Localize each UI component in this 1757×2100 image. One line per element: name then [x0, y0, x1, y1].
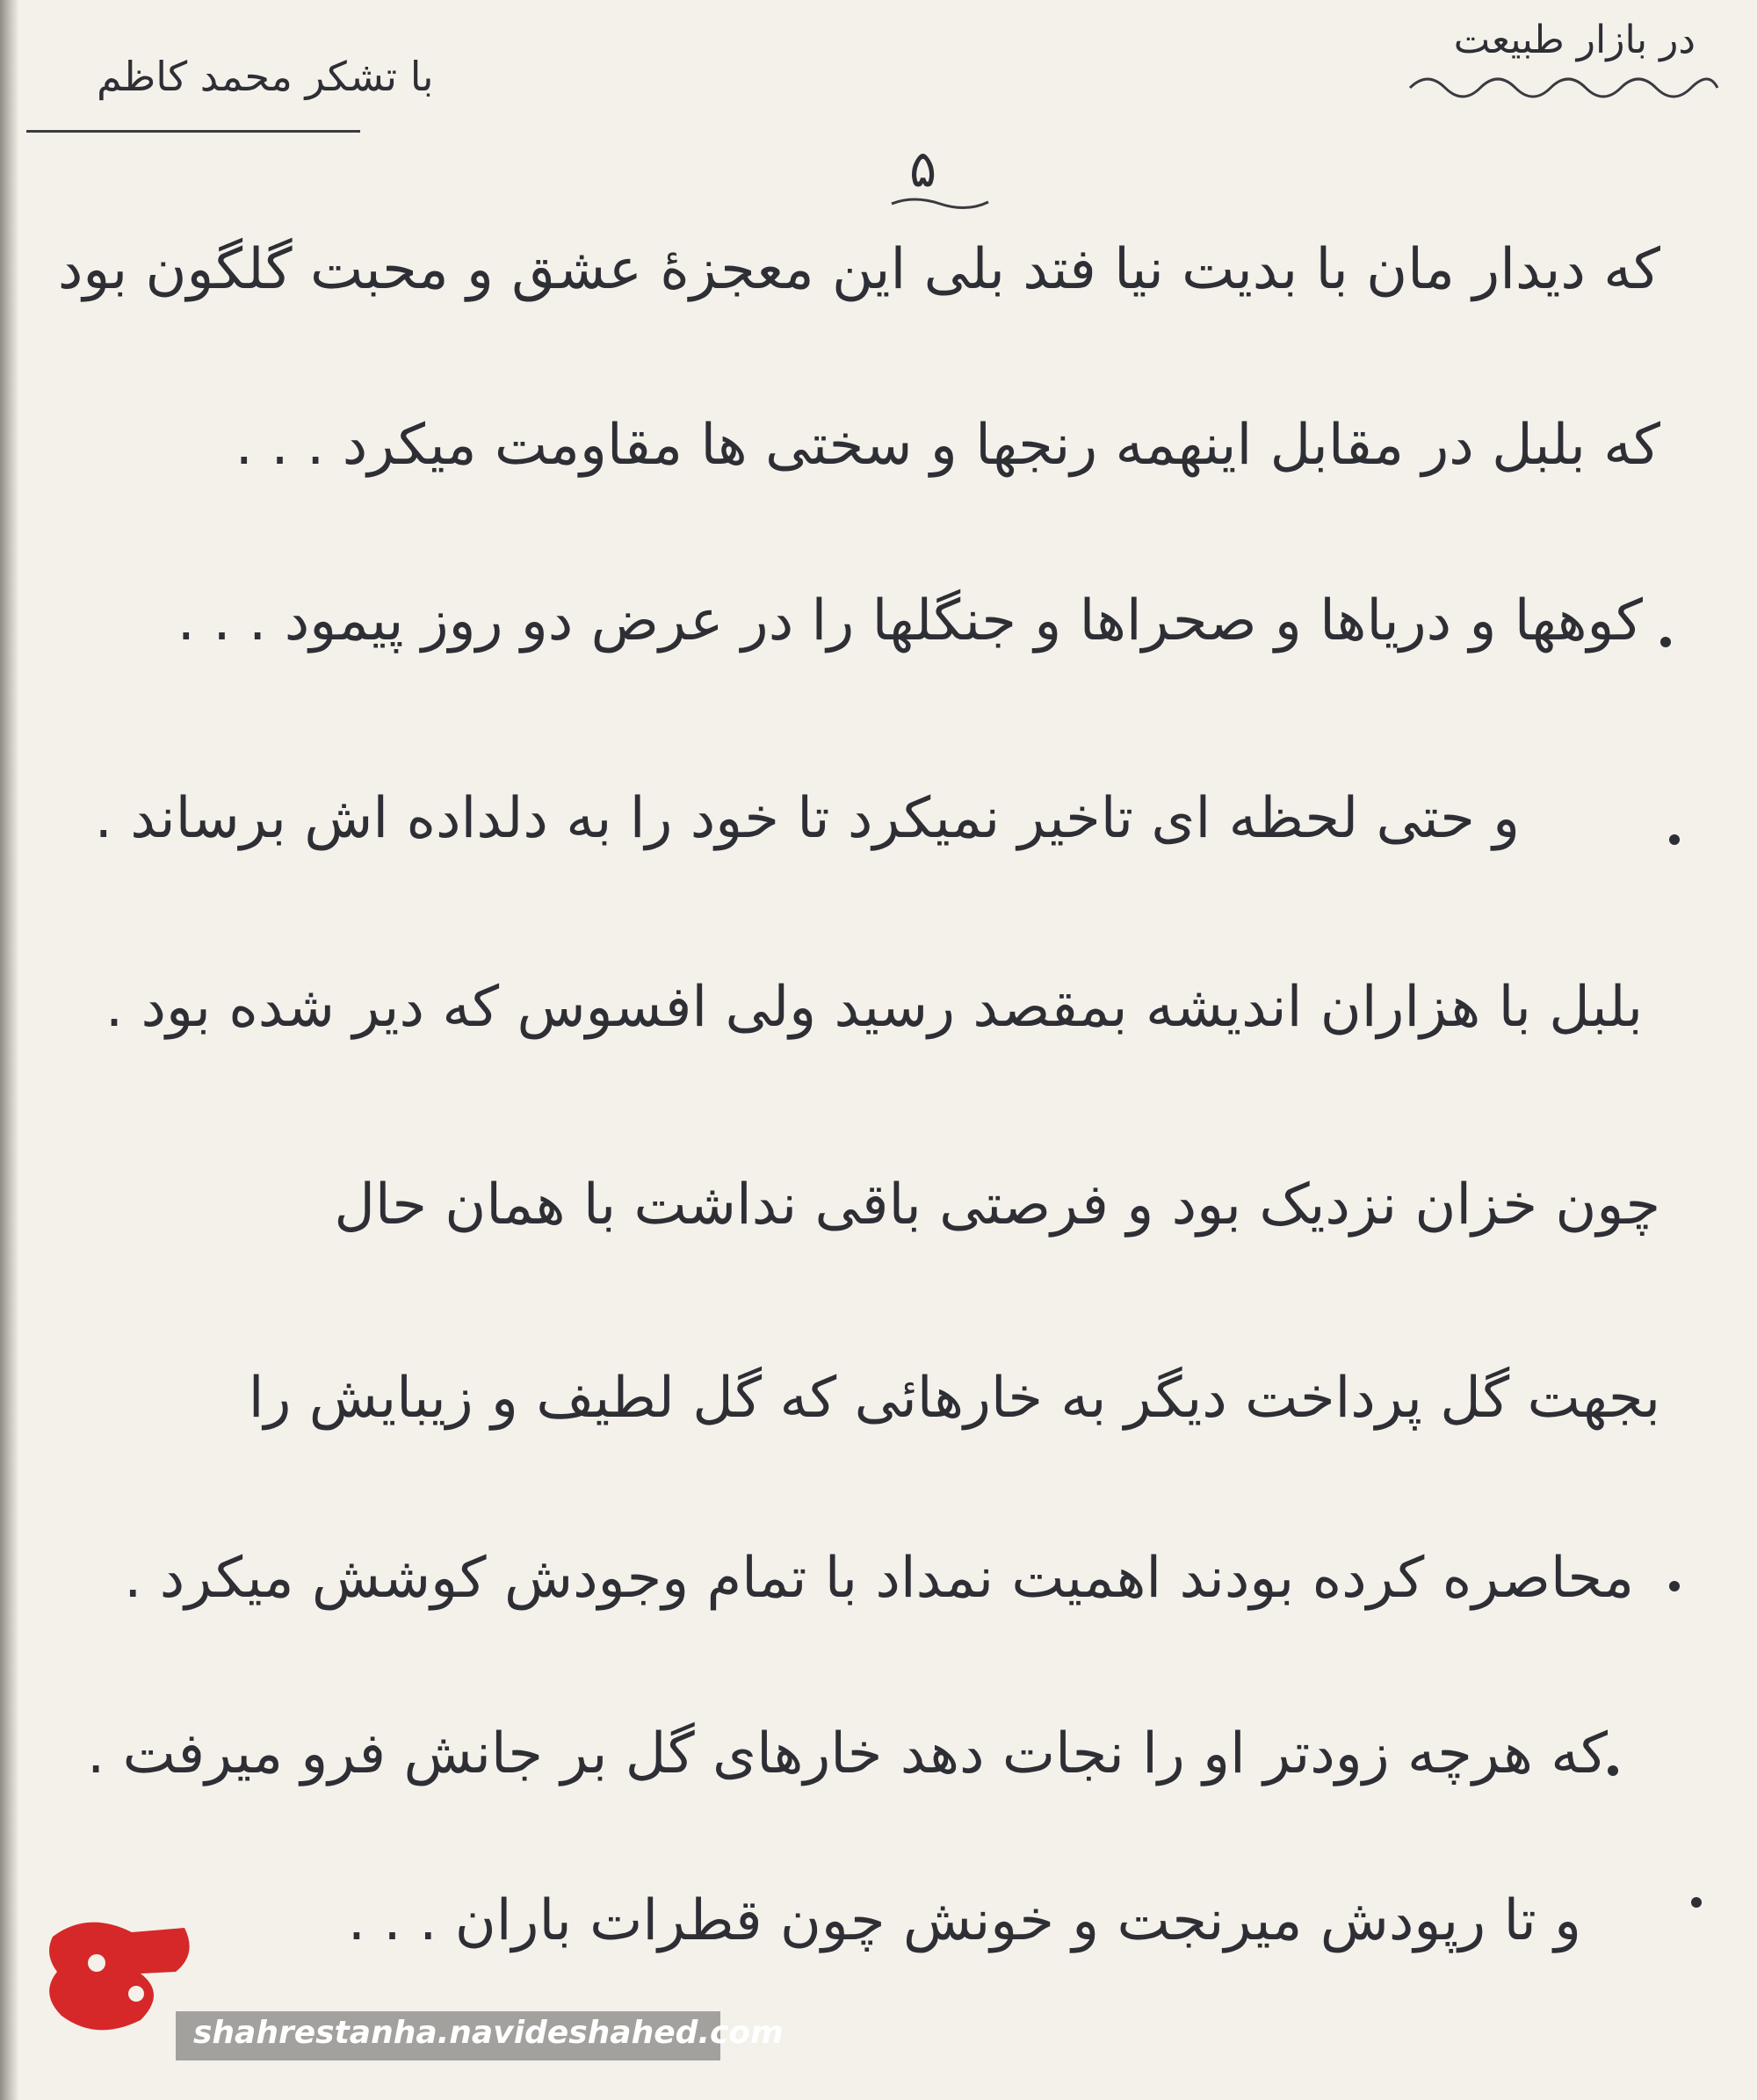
- title-underline-icon: [1406, 61, 1722, 105]
- author-underline: [26, 130, 360, 133]
- page-number-mark-icon: [887, 193, 993, 211]
- text-line: و تا رپودش میرنجت و خونش چون قطرات باران . . .: [347, 1888, 1581, 1953]
- watermark-url: shahrestanha.navideshahed.com: [193, 2015, 784, 2051]
- author-name: با تشکر محمد کاظم: [97, 53, 434, 100]
- text-line: که دیدار مان با بدیت نیا فتد بلی این معجزهٔ عشق و محبت گلگون بود: [57, 237, 1660, 302]
- text-line: بلبل با هزاران اندیشه بمقصد رسید ولی افسوس که دیر شده بود .: [105, 975, 1643, 1040]
- text-line: و حتی لحظه ای تاخیر نمیکرد تا خود را به دلداده اش برساند .: [94, 786, 1520, 851]
- text-line: کوهها و دریاها و صحراها و جنگلها را در عرض دو روز پیمود . . .: [177, 588, 1643, 653]
- bullet-mark: [1669, 834, 1680, 845]
- text-line: چون خزان نزدیک بود و فرصتی باقی نداشت با همان حال: [334, 1173, 1660, 1238]
- text-line: محاصره کرده بودند اهمیت نمداد با تمام وجودش کوشش میکرد .: [124, 1546, 1634, 1611]
- bullet-mark: [1691, 1897, 1702, 1908]
- bullet-mark: [1669, 1581, 1680, 1591]
- bullet-mark: [1660, 637, 1671, 647]
- text-line: که هرچه زودتر او را نجات دهد خارهای گل بر جانش فرو میرفت .: [86, 1721, 1608, 1786]
- text-line: که بلبل در مقابل اینهمه رنجها و سختی ها مقاومت میکرد . . .: [235, 413, 1660, 478]
- page-number: ۵: [909, 139, 937, 198]
- bullet-mark: [1608, 1765, 1618, 1776]
- scan-shadow-edge: [0, 0, 19, 2100]
- text-line: بجهت گل پرداخت دیگر به خارهائی که گل لطیف و زیبایش را: [248, 1366, 1660, 1431]
- page-title: در بازار طبیعت: [1453, 18, 1696, 62]
